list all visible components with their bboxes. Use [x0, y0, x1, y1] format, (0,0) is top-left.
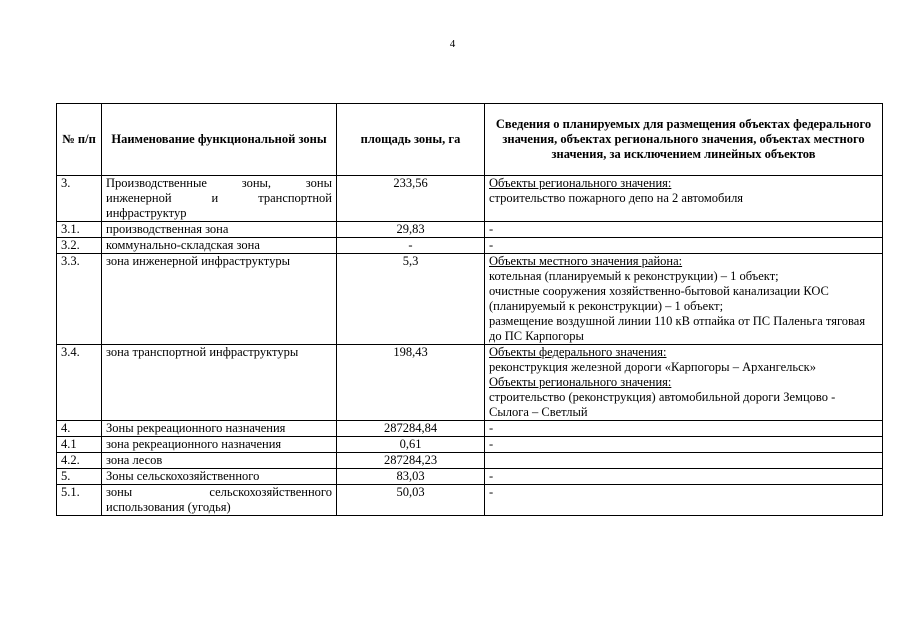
object-description: -: [489, 437, 494, 451]
table-row: [57, 485, 883, 516]
zone-name: зона рекреационного назначения: [102, 437, 337, 453]
object-description: -: [489, 238, 494, 252]
table-row: [57, 222, 883, 238]
table-row: [57, 469, 883, 485]
header-zone-area: площадь зоны, га: [337, 104, 485, 176]
table-row: [57, 176, 883, 222]
row-number: 4.1: [57, 437, 102, 453]
planned-objects: [485, 254, 883, 345]
row-number: 3.4.: [57, 345, 102, 421]
header-planned-objects: Сведения о планируемых для размещения объектах федерального значения, объектах регионального значения, объектах местного значения, за исключением линейных объектов: [485, 104, 883, 176]
table-row: [57, 453, 883, 469]
object-description: реконструкция железной дороги «Карпогоры – Архангельск»: [489, 360, 816, 374]
zone-area: 83,03: [337, 469, 485, 485]
planned-objects: [485, 469, 883, 485]
object-description: котельная (планируемый к реконструкции) – 1 объект;: [489, 269, 779, 283]
zone-area: 5,3: [337, 254, 485, 345]
zone-name: зона лесов: [102, 453, 337, 469]
object-description: строительство пожарного депо на 2 автомобиля: [489, 191, 744, 205]
planned-objects: [485, 222, 883, 238]
planned-objects: [485, 238, 883, 254]
zone-name: производственная зона: [102, 222, 337, 238]
row-number: 5.1.: [57, 485, 102, 516]
row-number: 3.: [57, 176, 102, 222]
planned-objects: [485, 421, 883, 437]
planned-objects: [485, 176, 883, 222]
zone-area: 287284,23: [337, 453, 485, 469]
zone-area: -: [337, 238, 485, 254]
planned-objects: [485, 345, 883, 421]
object-description: -: [489, 485, 494, 499]
zone-name: зона инженерной инфраструктуры: [102, 254, 337, 345]
object-category: Объекты федерального значения:: [489, 345, 667, 359]
zone-name: коммунально-складская зона: [102, 238, 337, 254]
planned-objects: [485, 453, 883, 469]
object-description: -: [489, 421, 494, 435]
object-description: -: [489, 222, 494, 236]
object-category: Объекты регионального значения:: [489, 375, 672, 389]
zone-area: 29,83: [337, 222, 485, 238]
zone-name: Зоны рекреационного назначения: [102, 421, 337, 437]
object-description: очистные сооружения хозяйственно-бытовой канализации КОС (планируемый к реконструкции) – 1 объект;: [489, 284, 829, 313]
functional-zones-table: [56, 103, 883, 516]
table-header-row: [57, 104, 883, 176]
object-category: Объекты регионального значения:: [489, 176, 672, 190]
row-number: 5.: [57, 469, 102, 485]
header-zone-name: Наименование функциональной зоны: [102, 104, 337, 176]
row-number: 3.1.: [57, 222, 102, 238]
row-number: 4.: [57, 421, 102, 437]
zone-area: 50,03: [337, 485, 485, 516]
row-number: 3.3.: [57, 254, 102, 345]
planned-objects: [485, 437, 883, 453]
zone-name: зона транспортной инфраструктуры: [102, 345, 337, 421]
planned-objects: [485, 485, 883, 516]
zone-area: 0,61: [337, 437, 485, 453]
table-row: [57, 421, 883, 437]
zone-name: Производственные зоны, зоны инженерной и транспортной инфраструктур: [102, 176, 337, 222]
object-description: -: [489, 469, 494, 483]
zone-area: 198,43: [337, 345, 485, 421]
object-category: Объекты местного значения района:: [489, 254, 683, 268]
row-number: 3.2.: [57, 238, 102, 254]
header-number: № п/п: [57, 104, 102, 176]
table-row: [57, 238, 883, 254]
row-number: 4.2.: [57, 453, 102, 469]
zone-area: 233,56: [337, 176, 485, 222]
zone-name: зоны сельскохозяйственного использования (угодья): [102, 485, 337, 516]
table-row: [57, 437, 883, 453]
object-description: размещение воздушной линии 110 кВ отпайка от ПС Паленьга тяговая до ПС Карпогоры: [489, 314, 866, 343]
table-row: [57, 345, 883, 421]
zone-area: 287284,84: [337, 421, 485, 437]
object-description: строительство (реконструкция) автомобильной дороги Земцово - Сылога – Светлый: [489, 390, 836, 419]
table-row: [57, 254, 883, 345]
page-number: 4: [449, 38, 456, 50]
zone-name: Зоны сельскохозяйственного: [102, 469, 337, 485]
table-body: [57, 176, 883, 516]
